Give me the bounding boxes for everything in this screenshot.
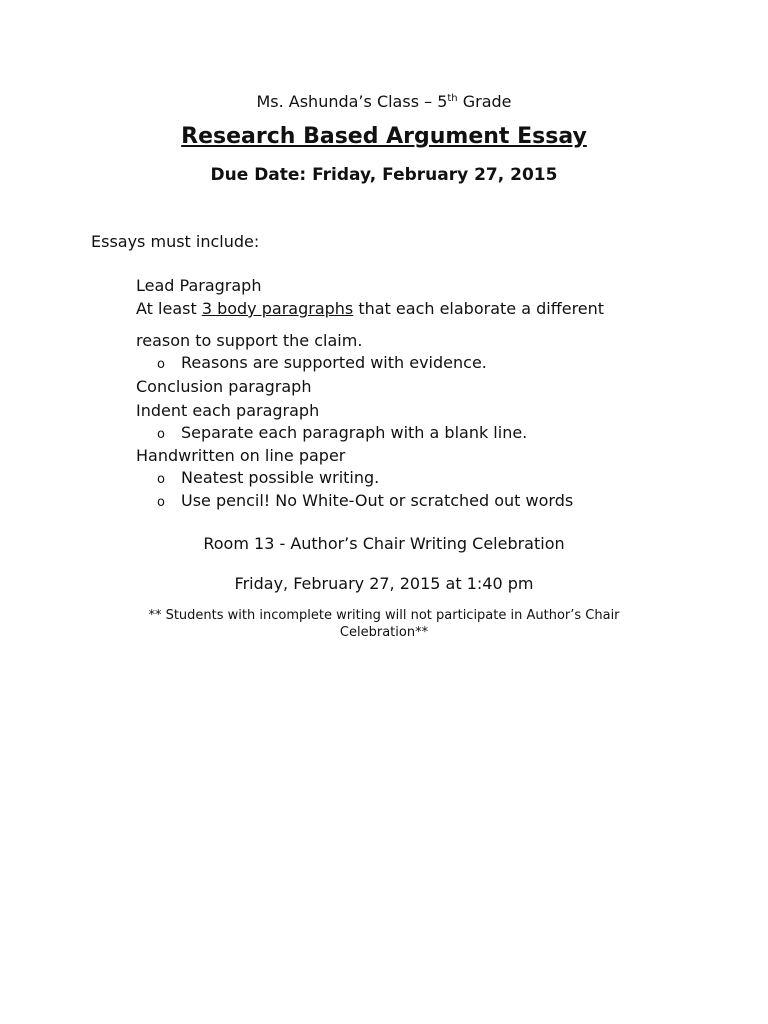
sub-item-text: Neatest possible writing.	[181, 468, 380, 487]
sub-item-text: Use pencil! No White-Out or scratched out words	[181, 491, 574, 510]
event-date-time: Friday, February 27, 2015 at 1:40 pm	[234, 574, 534, 593]
class-heading-suffix: Grade	[457, 92, 512, 111]
sub-item-pencil	[157, 491, 573, 510]
requirement-indent: Indent each paragraph	[136, 401, 320, 420]
participation-note: ** Students with incomplete writing will not participate in Author’s Chair Celebration**	[148, 608, 620, 640]
requirement-lead-paragraph: Lead Paragraph	[136, 276, 262, 295]
requirement-conclusion: Conclusion paragraph	[136, 377, 312, 396]
class-heading-prefix: Ms. Ashunda’s Class – 5	[256, 92, 448, 111]
requirement-handwritten: Handwritten on line paper	[136, 446, 346, 465]
requirement-body-continuation: reason to support the claim.	[136, 331, 363, 350]
page-title: Research Based Argument Essay	[181, 124, 587, 149]
class-heading	[0, 92, 768, 111]
body-prefix: At least	[136, 299, 202, 318]
class-heading-superscript: th	[447, 93, 458, 104]
bullet-icon: o	[157, 357, 165, 372]
body-underlined: 3 body paragraphs	[201, 299, 354, 318]
sub-item-neatest	[157, 468, 379, 487]
sub-item-evidence	[157, 353, 487, 372]
bullet-icon: o	[157, 472, 165, 487]
sub-item-text: Reasons are supported with evidence.	[181, 353, 487, 372]
bullet-icon: o	[157, 427, 165, 442]
requirement-body-paragraphs	[136, 299, 604, 318]
event-room: Room 13 - Author’s Chair Writing Celebration	[203, 534, 565, 553]
sub-item-blank-line	[157, 423, 527, 442]
sub-item-text: Separate each paragraph with a blank line.	[181, 423, 528, 442]
body-suffix: that each elaborate a different	[353, 299, 605, 318]
due-date: Due Date: Friday, February 27, 2015	[210, 165, 558, 185]
bullet-icon: o	[157, 495, 165, 510]
requirements-intro: Essays must include:	[91, 232, 260, 251]
